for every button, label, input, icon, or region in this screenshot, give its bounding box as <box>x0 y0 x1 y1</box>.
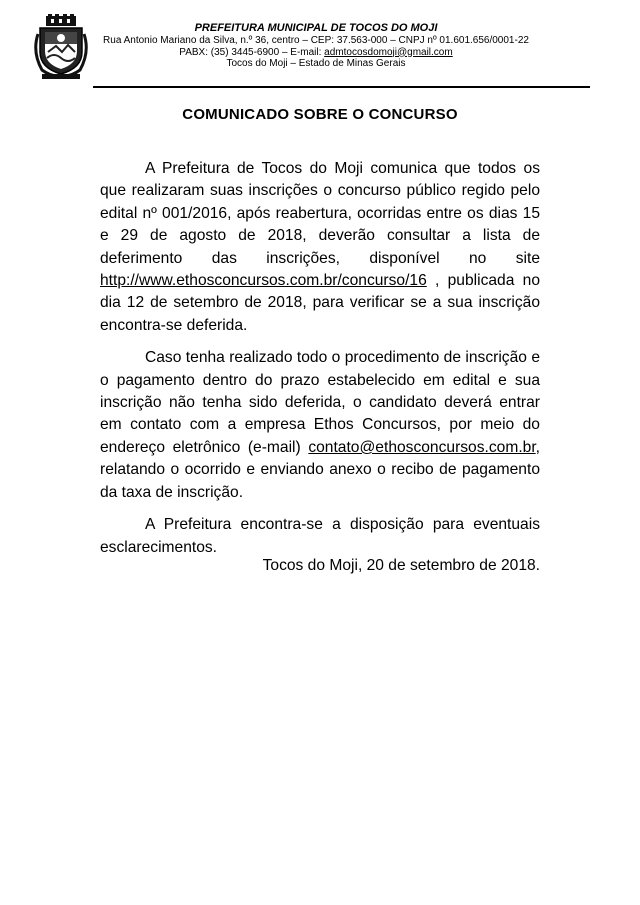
address-line: Rua Antonio Mariano da Silva, n.º 36, centro – CEP: 37.563-000 – CNPJ nº 01.601.656/0001-22 <box>103 35 529 46</box>
contact-email-link[interactable]: contato@ethosconcursos.com.br <box>308 438 536 456</box>
municipal-coat-of-arms-icon <box>32 14 90 80</box>
header-divider <box>93 86 590 88</box>
paragraph-2 <box>100 347 540 504</box>
paragraph-1-text-b: , publicada no dia 12 de setembro de 2018, para verificar se a sua inscrição encontra-se deferida. <box>100 272 540 334</box>
paragraph-1 <box>100 158 540 337</box>
contact-line <box>92 47 540 59</box>
paragraph-1-text-a: A Prefeitura de Tocos do Moji comunica que todos os que realizaram suas inscrições o concurso público regido pelo edital nº 001/2016, após reabertura, ocorridas entre os dias 15 e 29 de agosto de 2018, deverão consultar a lista de deferimento das inscrições, disponível no site <box>100 160 540 267</box>
location-line: Tocos do Moji – Estado de Minas Gerais <box>226 58 406 69</box>
date-signoff: Tocos do Moji, 20 de setembro de 2018. <box>262 557 540 574</box>
document-body <box>100 158 540 569</box>
municipality-name: PREFEITURA MUNICIPAL DE TOCOS DO MOJI <box>194 22 438 34</box>
paragraph-2-text-a: Caso tenha realizado todo o procedimento de inscrição e o pagamento dentro do prazo estabelecido em edital e sua inscrição não tenha sido deferida, o candidato deverá entrar em contato com a empresa Ethos Concursos, por meio do endereço eletrônico (e-mail) <box>100 349 540 456</box>
document-title: COMUNICADO SOBRE O CONCURSO <box>182 106 458 123</box>
contest-site-link[interactable]: http://www.ethosconcursos.com.br/concurso/16 <box>100 272 427 290</box>
admin-email-link[interactable]: admtocosdomoji@gmail.com <box>324 46 453 58</box>
contact-prefix: PABX: (35) 3445-6900 – E-mail: <box>179 46 325 58</box>
letterhead <box>0 0 640 100</box>
paragraph-2-text-b: , relatando o ocorrido e enviando anexo o recibo de pagamento da taxa de inscrição. <box>100 438 540 501</box>
paragraph-3: A Prefeitura encontra-se a disposição para eventuais esclarecimentos. <box>100 516 540 556</box>
